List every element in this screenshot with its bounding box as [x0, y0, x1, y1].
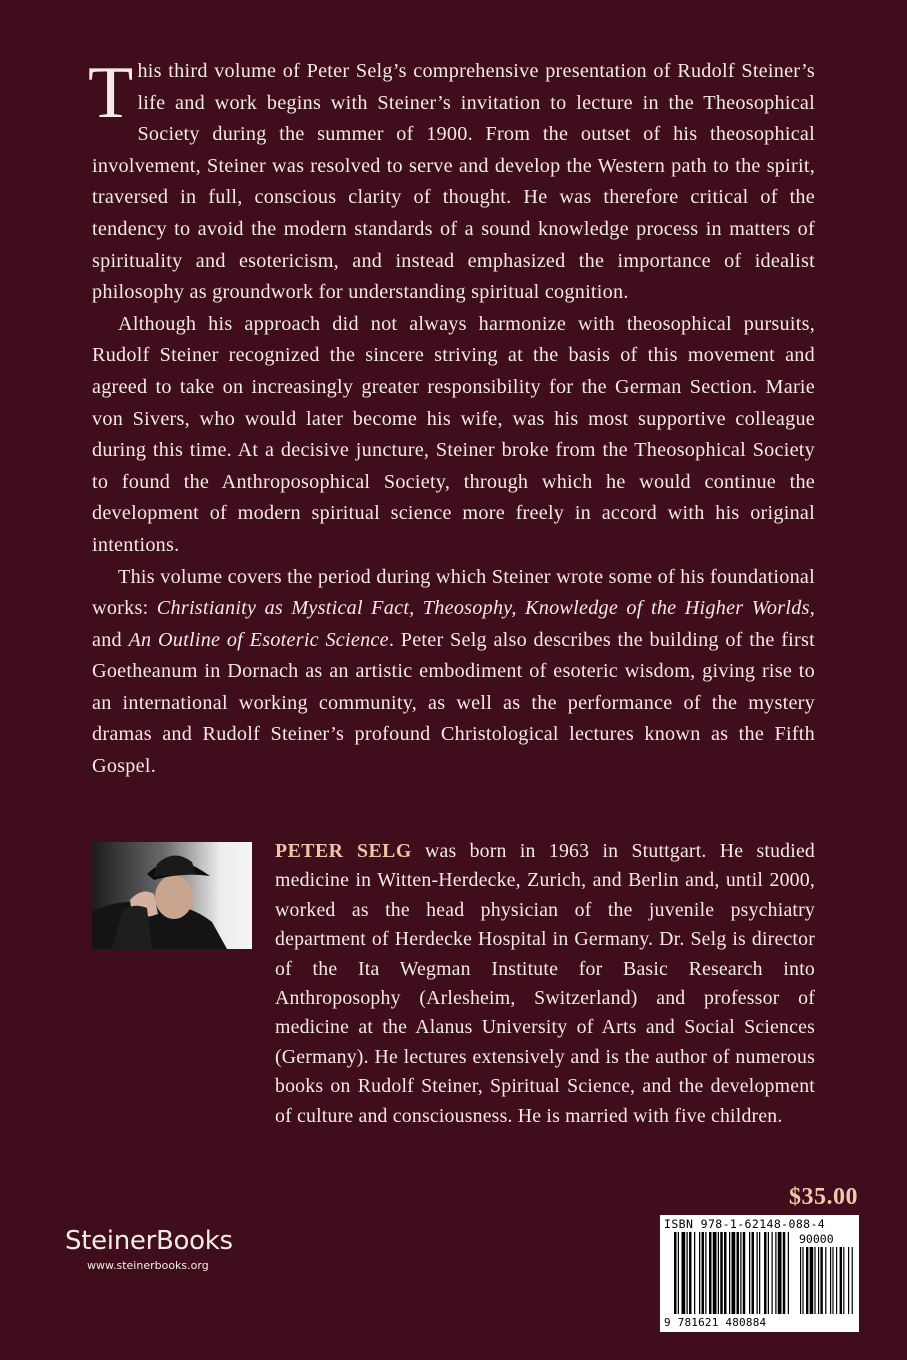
barcode-bar	[718, 1232, 719, 1314]
publisher-logo: SteinerBooks	[65, 1226, 233, 1256]
barcode-bar	[729, 1232, 730, 1314]
barcode-bars	[660, 1215, 859, 1332]
barcode-bar	[768, 1232, 769, 1314]
barcode-bar	[752, 1232, 755, 1314]
barcode-bar	[709, 1232, 712, 1314]
addon-bar	[818, 1247, 819, 1314]
addon-bar	[800, 1247, 801, 1314]
barcode-bar	[694, 1232, 695, 1314]
barcode-bar	[749, 1232, 750, 1314]
addon-bar	[820, 1247, 822, 1314]
barcode-bar	[772, 1232, 773, 1314]
addon-bar	[810, 1247, 814, 1314]
description-blurb	[88, 52, 815, 783]
addon-bar	[836, 1247, 837, 1314]
addon-bar	[843, 1247, 844, 1314]
barcode-bar	[732, 1232, 736, 1314]
barcode-bar	[699, 1232, 700, 1314]
price-addon-code: 90000	[799, 1232, 834, 1246]
blurb-paragraph-2: Although his approach did not always harmonize with theosophical pursuits, Rudolf Steiner recognized the sincere striving at the basis of this movement and agreed to take on increasingly greater responsibility for the German Section. Marie von Sivers, who would later become his wife, was his most supportive colleague during this time. At a decisive juncture, Steiner broke from the Theosophical Society to found the Anthroposophical Society, through which he would continue the development of modern spiritual science more freely in accord with his original intentions.	[92, 312, 815, 556]
addon-bar	[848, 1247, 849, 1314]
barcode-bar	[674, 1232, 677, 1314]
addon-bar	[802, 1247, 803, 1314]
barcode-bar	[740, 1232, 741, 1314]
isbn-barcode	[660, 1215, 859, 1332]
blurb-paragraph-3-text-a: This volume covers the period during which Steiner wrote some of his foundational works:	[92, 565, 815, 620]
addon-bar	[830, 1247, 831, 1314]
book-title-outline: An Outline of Esoteric Science	[128, 628, 389, 651]
author-portrait-illustration	[92, 842, 252, 949]
barcode-bar	[764, 1232, 767, 1314]
addon-bar	[852, 1247, 853, 1314]
barcode-bar	[737, 1232, 740, 1314]
barcode-bar	[702, 1232, 705, 1314]
barcode-bar	[689, 1232, 692, 1314]
barcode-bar	[724, 1232, 727, 1314]
barcode-bar	[713, 1232, 717, 1314]
addon-bar	[814, 1247, 815, 1314]
barcode-bar	[778, 1232, 782, 1314]
author-bio	[275, 837, 815, 1131]
blurb-paragraph-3-text-b: and	[92, 628, 129, 651]
barcode-bar	[743, 1232, 746, 1314]
addon-bar	[840, 1247, 842, 1314]
drop-cap: T	[88, 52, 134, 134]
barcode-bar	[678, 1232, 679, 1314]
blurb-paragraph-3	[92, 562, 815, 783]
barcode-bar	[788, 1232, 789, 1314]
addon-bar	[832, 1247, 833, 1314]
barcode-bar	[759, 1232, 760, 1314]
author-name: PETER SELG	[275, 840, 412, 862]
publisher-website: www.steinerbooks.org	[87, 1259, 209, 1272]
barcode-bar	[757, 1232, 758, 1314]
book-titles-list: Christianity as Mystical Fact, Theosophy, Knowledge of the Higher Worlds,	[156, 597, 815, 620]
author-bio-text: was born in 1963 in Stuttgart. He studied medicine in Witten-Herdecke, Zurich, and Berlin and, until 2000, worked as the head physician of the juvenile psychiatry department of Herdecke Hospital in Germany. Dr. Selg is director of the Ita Wegman Institute for Basic Research into Anthroposophy (Arlesheim, Switzerland) and professor of medicine at the Alanus University of Arts and Social Sciences (Germany). He lectures extensively and is the author of numerous books on Rudolf Steiner, Spiritual Science, and the development of culture and consciousness. He is married with five children.	[275, 840, 816, 1127]
blurb-paragraph-1	[88, 52, 815, 309]
addon-bar	[806, 1247, 808, 1314]
barcode-bar	[705, 1232, 706, 1314]
blurb-paragraph-3-text-c: . Peter Selg also describes the building of the first Goetheanum in Dornach as an artistic embodiment of esoteric wisdom, giving rise to an international working community, as well as the performance of the mystery dramas and Rudolf Steiner’s profound Christological lectures known as the Fifth Gospel.	[92, 628, 815, 778]
addon-bar	[825, 1247, 826, 1314]
barcode-bar	[682, 1232, 686, 1314]
barcode-digits: 9 781621 480884	[664, 1316, 767, 1329]
author-photo	[92, 842, 252, 949]
price-label: $35.00	[789, 1184, 858, 1210]
blurb-paragraph-1-text: his third volume of Peter Selg’s comprehensive presentation of Rudolf Steiner’s life and work begins with Steiner’s invitation to lecture in the Theosophical Society during the summer of 1900. From the outset of his theosophical involvement, Steiner was resolved to serve and develop the Western path to the spirit, traversed in full, conscious clarity of thought. He was therefore critical of the tendency to avoid the modern standards of a sound knowledge process in matters of spirituality and esotericism, and instead emphasized the importance of idealist philosophy as groundwork for understanding spiritual cognition.	[92, 60, 815, 304]
isbn-number: ISBN 978-1-62148-088-4	[664, 1217, 826, 1231]
barcode-bar	[720, 1232, 723, 1314]
barcode-bar	[687, 1232, 688, 1314]
barcode-bar	[775, 1232, 776, 1314]
barcode-bar	[783, 1232, 786, 1314]
